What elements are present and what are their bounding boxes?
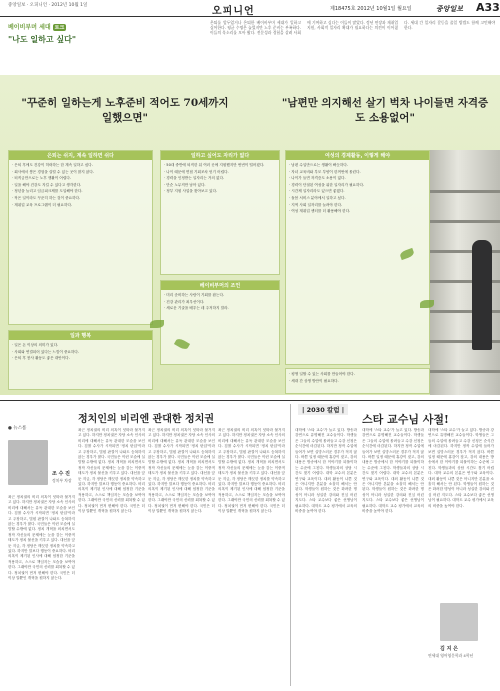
author-title: 연세대 영어영문학과 4학년 <box>428 653 474 658</box>
reporter-title: 정치부 차장 <box>52 478 72 483</box>
column-body: 최근 정치권의 비리 의혹이 잇따라 불거지고 있다. 하지만 정치권은 자당 소속 인사의 비리에 대해서는 유독 관대한 모습을 보인다. 검찰 수사가 시작되면 '정치 탄압'이라고 주장하고, 법원 판결이 나와도 승복하지 않는 경우가 많다. 국민들은 이런 모습에 실망할 수밖에 없다. 정치 개혁을 외치면서도 정작 자신들의 문제에는 눈을 감는 이중적 태도가 정치 불신을 키우고 있다. 대선을 앞둔 지금, 각 정당은 깨끗한 정치를 약속하고 있다. 하지만 말보다 행동이 중요하다. 비리 의혹이 제기된 인사에 대해 엄정한 기준을 적용하고, 스스로 책임지는 모습을 보여야 한다. 그래야만 국민의 신뢰를 회복할 수 있다. 정치권이 먼저 변해야 한다. 국민은 더 이상 말뿐인 개혁을 원하지 않는다. <box>148 428 215 514</box>
author-photo <box>440 603 478 641</box>
card-line: · 은퇴 후 봉사 활동도 좋은 대안이다. <box>12 356 70 361</box>
column-body: 대학에 '스타 교수'가 늘고 있다. 방송과 강연으로 유명해진 교수들이다. 학생들은 그들의 수업에 몰려들고 수강 신청은 순식간에 마감된다. 하지만 정작 수업에 들어가 보면 실망스러운 경우가 적지 않다. 바쁜 일정 때문에 휴강이 잦고, 강의 내용은 방송에서 한 이야기를 되풀이하는 수준에 그친다. 학생들과의 상담 시간도 찾기 어렵다. 대학 교수의 본분은 연구와 교육이다. 대외 활동이 나쁜 것은 아니지만 본분을 소홀히 해서는 안 된다. 학생들이 원하는 것은 화려한 명성이 아니라 성실한 강의와 진심 어린 지도다. 스타 교수보다 좋은 선생님이 필요하다. 대학도 교수 평가에서 교육의 비중을 높여야 한다. <box>428 428 494 508</box>
card-line: · 단순 노무직만 남아 있다. <box>164 182 206 187</box>
card-line: · 새로운 기술을 배우는 데 주저하지 말라. <box>164 306 229 311</box>
card-line: · 나이 때문에 면접 기회조차 얻기 어렵다. <box>164 169 229 174</box>
opinion-card-6 <box>285 368 430 394</box>
card-line: · 돌봄 서비스 분야에서 일하고 싶다. <box>289 195 346 200</box>
card-line: · 재취업 교육 프로그램이 더 필요하다. <box>12 202 73 207</box>
author-name: 김 지 은 <box>440 646 458 652</box>
card-line: · 건강 관리가 최우선이다. <box>164 299 205 304</box>
card-line: · 여성 재취업 센터를 더 활용해야 한다. <box>289 209 351 214</box>
column-headline: 정치인의 비리엔 관대한 정치권 <box>78 414 215 425</box>
series-subtitle: "나도 일하고 싶다" <box>8 35 77 44</box>
card-line: · 회사에서 쌓은 경험을 살릴 수 있는 곳이 많지 않다. <box>12 169 94 174</box>
card-body <box>286 369 429 388</box>
card-line: · 자녀 교육비와 부모 부양이 한꺼번에 몰린다. <box>289 169 361 174</box>
card-line: · 정부 지원 사업을 찾아보고 있다. <box>164 189 218 194</box>
section-title: 오피니언 <box>212 6 255 17</box>
card-line: · 경력을 인정받는 일자리는 거의 없다. <box>164 176 225 181</box>
dateline: 제18475호 2012년 10월1일 월요일 <box>330 6 412 12</box>
reporter-name: 조 수 진 <box>52 471 70 477</box>
section-divider <box>0 400 500 401</box>
person-figure <box>472 240 492 350</box>
column-body: 대학에 '스타 교수'가 늘고 있다. 방송과 강연으로 유명해진 교수들이다. 학생들은 그들의 수업에 몰려들고 수강 신청은 순식간에 마감된다. 하지만 정작 수업에 들어가 보면 실망스러운 경우가 적지 않다. 바쁜 일정 때문에 휴강이 잦고, 강의 내용은 방송에서 한 이야기를 되풀이하는 수준에 그친다. 학생들과의 상담 시간도 찾기 어렵다. 대학 교수의 본분은 연구와 교육이다. 대외 활동이 나쁜 것은 아니지만 본분을 소홀히 해서는 안 된다. 학생들이 원하는 것은 화려한 명성이 아니라 성실한 강의와 진심 어린 지도다. 스타 교수보다 좋은 선생님이 필요하다. 대학도 교수 평가에서 교육의 비중을 높여야 한다. <box>362 428 424 514</box>
card-body <box>161 290 279 316</box>
card-line: · 나이가 들면 자격증도 소용이 없다. <box>289 176 346 181</box>
pull-quote-left: "꾸준히 일하는게 노후준비 적어도 70세까지 일했으면" <box>21 97 229 124</box>
column-body: 최근 정치권의 비리 의혹이 잇따라 불거지고 있다. 하지만 정치권은 자당 소속 인사의 비리에 대해서는 유독 관대한 모습을 보인다. 검찰 수사가 시작되면 '정치 탄압'이라고 주장하고, 법원 판결이 나와도 승복하지 않는 경우가 많다. 국민들은 이런 모습에 실망할 수밖에 없다. 정치 개혁을 외치면서도 정작 자신들의 문제에는 눈을 감는 이중적 태도가 정치 불신을 키우고 있다. 대선을 앞둔 지금, 각 정당은 깨끗한 정치를 약속하고 있다. 하지만 말보다 행동이 중요하다. 비리 의혹이 제기된 인사에 대해 엄정한 기준을 적용하고, 스스로 책임지는 모습을 보여야 한다. 그래야만 국민의 신뢰를 회복할 수 있다. 정치권이 먼저 변해야 한다. 국민은 더 이상 말뿐인 개혁을 원하지 않는다. <box>8 495 75 581</box>
page-number: A33 <box>476 1 500 14</box>
card-body <box>9 160 152 212</box>
series-badge: 토크 <box>54 25 65 31</box>
card-body <box>286 160 429 219</box>
card-title: 베이비부머의 조언 <box>161 281 279 290</box>
pull-quote-right: "남편만 의지해선 살기 벅차 나이들면 자격증도 소용없어" <box>281 97 489 124</box>
card-line: · 세대 간 상생 방안이 필요하다. <box>289 378 339 383</box>
card-line: · 미리 준비하는 사람이 기회를 잡는다. <box>164 293 225 297</box>
stairs-photo <box>430 150 500 395</box>
opinion-card-4 <box>160 280 280 365</box>
card-title: 은퇴는 쉬지, 계속 일하면 쉬다 <box>9 151 152 160</box>
card-title: 일과 행복 <box>9 331 152 340</box>
column-body: 최근 정치권의 비리 의혹이 잇따라 불거지고 있다. 하지만 정치권은 자당 소속 인사의 비리에 대해서는 유독 관대한 모습을 보인다. 검찰 수사가 시작되면 '정치 탄압'이라고 주장하고, 법원 판결이 나와도 승복하지 않는 경우가 많다. 국민들은 이런 모습에 실망할 수밖에 없다. 정치 개혁을 외치면서도 정작 자신들의 문제에는 눈을 감는 이중적 태도가 정치 불신을 키우고 있다. 대선을 앞둔 지금, 각 정당은 깨끗한 정치를 약속하고 있다. 하지만 말보다 행동이 중요하다. 비리 의혹이 제기된 인사에 대해 엄정한 기준을 적용하고, 스스로 책임지는 모습을 보여야 한다. 그래야만 국민의 신뢰를 회복할 수 있다. 정치권이 먼저 변해야 한다. 국민은 더 이상 말뿐인 개혁을 원하지 않는다. <box>218 428 285 514</box>
card-line: · 일은 돈 이상의 의미가 있다. <box>12 343 59 347</box>
column-divider <box>290 404 291 686</box>
card-line: · 사회와 연결되어 있다는 느낌이 중요하다. <box>12 349 80 354</box>
intro-text: 은퇴를 앞두었거나 은퇴한 베이비부머 세대가 일하고 싶어한다. 평균 수명은 늘었지만 노후 준비는 부족하다. 이들의 목소리를 모아 봤다. 전문성과 경험을 살려 사회에 기여하고 싶다는 이들이 많았다. 정년 연장과 재취업 지원, 사회적 일자리 확대가 필요하다는 의견이 이어졌다. 세대 간 일자리 갈등을 줄일 방법도 함께 고민해야 한다. <box>210 20 495 36</box>
card-line: · 작은 일이라도 꾸준히 하는 것이 중요하다. <box>12 195 81 200</box>
card-line: · 남편 수입만으로는 생활이 빠듯하다. <box>289 163 348 167</box>
header-info: 중앙일보 · 오피니언 · 2012년 10월 1일 <box>8 3 88 8</box>
opinion-card-2 <box>160 150 280 275</box>
column-tag: | 2030 칼럼 | <box>298 404 348 415</box>
newspaper-name: 중앙일보 <box>436 5 464 13</box>
card-line: · 평생 일할 수 있는 사회를 만들어야 한다. <box>289 372 355 376</box>
series-title: 베이비부머 세대 <box>8 24 51 31</box>
series-label <box>8 22 96 44</box>
card-line: · 시간제 일자리라도 있으면 좋겠다. <box>289 189 345 194</box>
card-title: 여성의 경제활동, 이렇게 해야 <box>286 151 429 160</box>
column-headline: 스타 교수님 사절! <box>362 413 449 426</box>
card-body <box>161 160 279 199</box>
leaf-decoration <box>420 300 434 308</box>
leaf-decoration <box>150 320 164 328</box>
card-line: · 50대 중반에 퇴직한 뒤 여러 곳에 지원했지만 번번이 떨어졌다. <box>164 163 265 167</box>
opinion-card-1 <box>8 150 153 325</box>
column-body: 대학에 '스타 교수'가 늘고 있다. 방송과 강연으로 유명해진 교수들이다. 학생들은 그들의 수업에 몰려들고 수강 신청은 순식간에 마감된다. 하지만 정작 수업에 들어가 보면 실망스러운 경우가 적지 않다. 바쁜 일정 때문에 휴강이 잦고, 강의 내용은 방송에서 한 이야기를 되풀이하는 수준에 그친다. 학생들과의 상담 시간도 찾기 어렵다. 대학 교수의 본분은 연구와 교육이다. 대외 활동이 나쁜 것은 아니지만 본분을 소홀히 해서는 안 된다. 학생들이 원하는 것은 화려한 명성이 아니라 성실한 강의와 진심 어린 지도다. 스타 교수보다 좋은 선생님이 필요하다. 대학도 교수 평가에서 교육의 비중을 높여야 한다. <box>295 428 357 514</box>
card-line: · 일을 해야 건강도 지킬 수 있다고 생각한다. <box>12 182 82 187</box>
opinion-card-5 <box>8 330 153 390</box>
card-line: · 지역 사회 일자리를 늘려야 한다. <box>289 202 343 207</box>
page-header <box>0 0 500 17</box>
card-line: · 은퇴 후에도 건강이 허락하는 한 계속 일하고 싶다. <box>12 163 93 167</box>
column-section: ● 뉴스룸 <box>8 426 27 431</box>
card-line: · 경력이 단절된 여성을 위한 일자리가 필요하다. <box>289 182 365 187</box>
column-body: 최근 정치권의 비리 의혹이 잇따라 불거지고 있다. 하지만 정치권은 자당 소속 인사의 비리에 대해서는 유독 관대한 모습을 보인다. 검찰 수사가 시작되면 '정치 탄압'이라고 주장하고, 법원 판결이 나와도 승복하지 않는 경우가 많다. 국민들은 이런 모습에 실망할 수밖에 없다. 정치 개혁을 외치면서도 정작 자신들의 문제에는 눈을 감는 이중적 태도가 정치 불신을 키우고 있다. 대선을 앞둔 지금, 각 정당은 깨끗한 정치를 약속하고 있다. 하지만 말보다 행동이 중요하다. 비리 의혹이 제기된 인사에 대해 엄정한 기준을 적용하고, 스스로 책임지는 모습을 보여야 한다. 그래야만 국민의 신뢰를 회복할 수 있다. 정치권이 먼저 변해야 한다. 국민은 더 이상 말뿐인 개혁을 원하지 않는다. <box>78 428 145 514</box>
reporter-photo <box>8 440 48 485</box>
card-line: · 퇴직금만으로는 노후 생활이 어렵다. <box>12 176 71 181</box>
card-title: 일하고 싶어도 자리가 없다 <box>161 151 279 160</box>
card-line: · 정년을 늘리고 임금피크제를 도입해야 한다. <box>12 189 83 194</box>
card-body <box>9 340 152 366</box>
